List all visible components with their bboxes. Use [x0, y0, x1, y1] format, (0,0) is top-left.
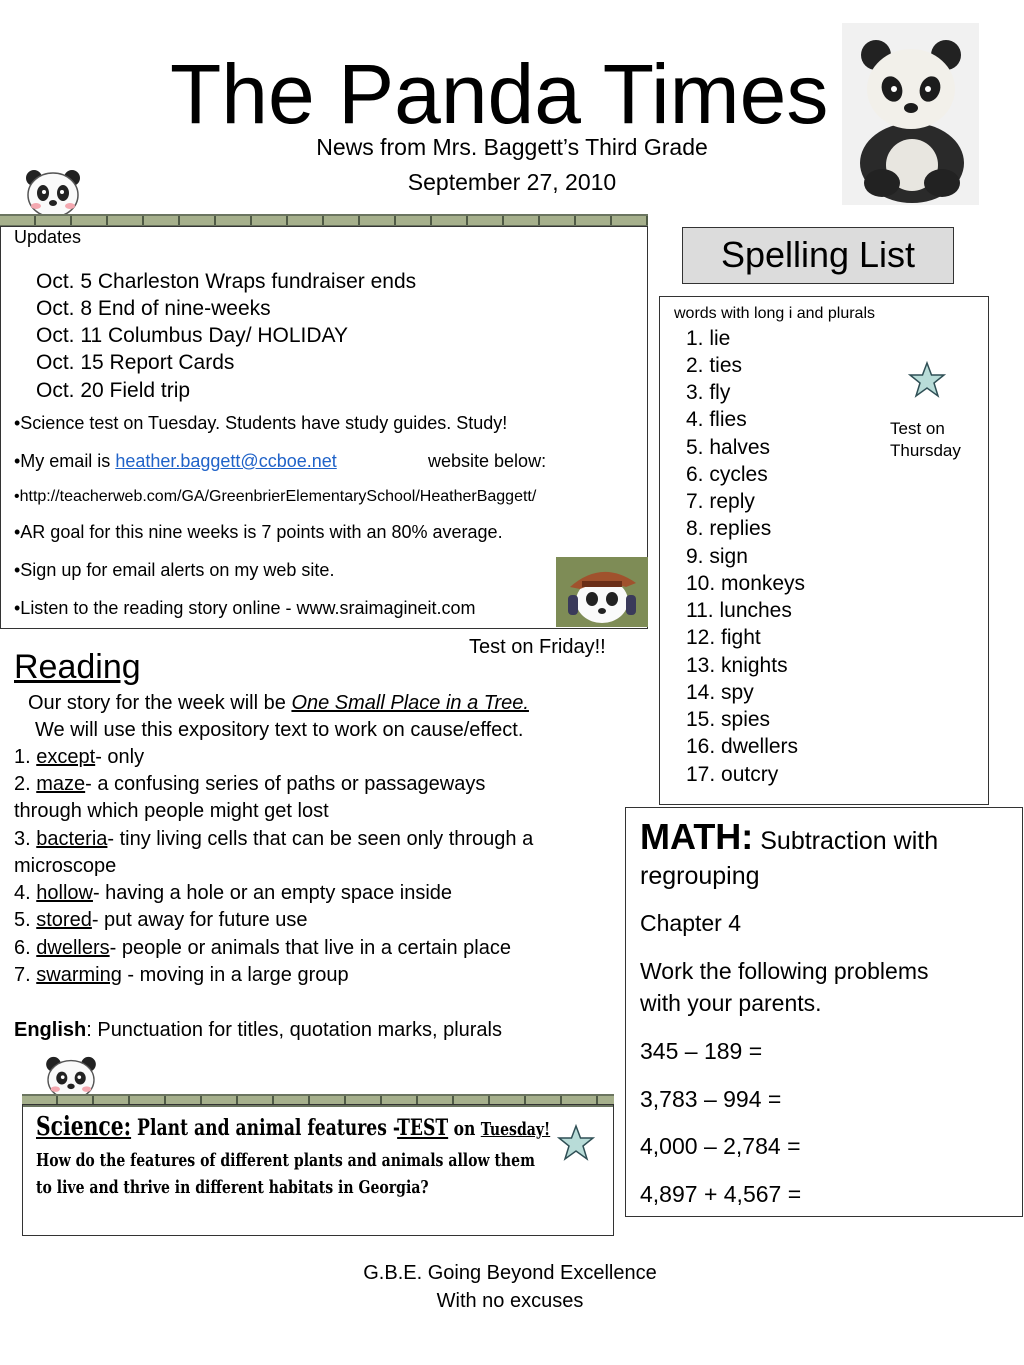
vocab-item	[14, 828, 533, 851]
spelling-subtitle: words with long i and plurals	[674, 305, 875, 322]
math-label: MATH:	[640, 816, 754, 857]
vocab-definition: - put away for future use	[91, 909, 308, 931]
vocab-word: maze	[36, 773, 86, 795]
spelling-word: 17. outcry	[686, 763, 779, 786]
spelling-word: 12. fight	[686, 626, 761, 649]
story-prefix: Our story for the week will be	[28, 692, 292, 714]
star-icon	[908, 361, 946, 399]
science-topic-line	[36, 1112, 550, 1142]
spelling-word: 15. spies	[686, 708, 771, 731]
vocab-word: stored	[36, 909, 92, 931]
vocab-number: 7.	[14, 964, 37, 986]
event-item: Oct. 5 Charleston Wraps fundraiser ends	[36, 270, 417, 293]
math-topic-continued: regrouping	[640, 862, 760, 890]
science-topic: Plant and animal features -	[131, 1115, 398, 1141]
spelling-word: 5. halves	[686, 436, 771, 459]
spelling-word: 6. cycles	[686, 463, 768, 486]
email-prefix: •My email is	[14, 451, 116, 471]
vocab-number: 4.	[14, 882, 37, 904]
science-question-continued: to live and thrive in different habitats in Georgia?	[36, 1177, 429, 1198]
english-line	[14, 1019, 502, 1042]
vocab-word: except	[36, 746, 96, 768]
science-test-note: •Science test on Tuesday. Students have study guides. Study!	[14, 413, 508, 433]
math-problem: 345 – 189 =	[640, 1038, 763, 1064]
spelling-word: 7. reply	[686, 490, 755, 513]
spelling-test-day: Thursday	[890, 441, 961, 460]
event-item: Oct. 11 Columbus Day/ HOLIDAY	[36, 324, 348, 347]
vocab-item	[14, 909, 308, 932]
vocab-item	[14, 746, 144, 769]
spelling-word: 9. sign	[686, 545, 748, 568]
newsletter-date: September 27, 2010	[407, 169, 617, 195]
reading-story-line	[28, 692, 529, 715]
spelling-list-header: Spelling List	[682, 227, 954, 284]
english-text: : Punctuation for titles, quotation marks, plurals	[86, 1019, 502, 1041]
english-label: English	[14, 1019, 87, 1041]
reading-heading: Reading	[14, 648, 141, 686]
panda-headphones-image	[556, 557, 648, 627]
vocab-number: 1.	[14, 746, 37, 768]
newsletter-subtitle: News from Mrs. Baggett’s Third Grade	[316, 134, 708, 160]
vocab-word: hollow	[36, 882, 93, 904]
math-topic: Subtraction with	[753, 827, 939, 855]
math-topic-line	[640, 816, 938, 858]
story-title: One Small Place in a Tree.	[291, 692, 529, 714]
vocab-definition: - a confusing series of paths or passageways	[85, 773, 486, 795]
footer-tagline: With no excuses	[436, 1290, 584, 1312]
math-problem: 4,000 – 2,784 =	[640, 1133, 801, 1159]
spelling-word: 2. ties	[686, 354, 743, 377]
vocab-definition: - people or animals that live in a certain place	[109, 937, 511, 959]
math-instructions-continued: with your parents.	[640, 990, 822, 1016]
star-icon	[557, 1124, 595, 1162]
vocab-item	[14, 937, 511, 960]
math-instructions: Work the following problems	[640, 958, 929, 984]
vocab-number: 5.	[14, 909, 37, 931]
newsletter-title: The Panda Times	[170, 47, 829, 141]
updates-heading: Updates	[14, 227, 82, 247]
vocab-item	[14, 964, 349, 987]
vocab-item	[14, 773, 485, 796]
reading-focus-line: We will use this expository text to work on cause/effect.	[35, 719, 524, 741]
event-item: Oct. 15 Report Cards	[36, 351, 235, 374]
spelling-word: 8. replies	[686, 517, 772, 540]
math-chapter: Chapter 4	[640, 910, 742, 936]
ar-goal: •AR goal for this nine weeks is 7 points with an 80% average.	[14, 522, 503, 542]
spelling-word: 14. spy	[686, 681, 754, 704]
science-label: Science:	[36, 1112, 132, 1142]
vocab-continuation: through which people might get lost	[14, 800, 329, 822]
website-label: website below:	[428, 451, 547, 471]
vocab-definition: - tiny living cells that can be seen only through a	[107, 828, 534, 850]
vocab-word: dwellers	[36, 937, 110, 959]
science-question: How do the features of different plants and animals allow them	[36, 1150, 535, 1171]
vocab-definition: - moving in a large group	[121, 964, 349, 986]
event-item: Oct. 20 Field trip	[36, 379, 191, 402]
vocab-number: 3.	[14, 828, 37, 850]
science-test-day: Tuesday!	[480, 1119, 551, 1140]
science-on: on	[448, 1116, 481, 1140]
science-test-label: TEST	[397, 1115, 449, 1141]
reading-test-note: Test on Friday!!	[469, 636, 606, 658]
spelling-test-note: Test on	[890, 419, 945, 438]
event-item: Oct. 8 End of nine-weeks	[36, 297, 271, 320]
email-line	[14, 451, 337, 472]
spelling-word: 4. flies	[686, 408, 747, 431]
spelling-word: 1. lie	[686, 327, 731, 350]
listen-online-note: •Listen to the reading story online - www.sraimagineit.com	[14, 598, 476, 618]
spelling-word: 3. fly	[686, 381, 731, 404]
spelling-word: 11. lunches	[686, 599, 792, 622]
panda-photo	[842, 23, 979, 205]
spelling-word: 10. monkeys	[686, 572, 806, 595]
website-url[interactable]: •http://teacherweb.com/GA/GreenbrierElementarySchool/HeatherBaggett/	[14, 488, 537, 505]
email-alerts-note: •Sign up for email alerts on my web site.	[14, 560, 335, 580]
spelling-word: 13. knights	[686, 654, 788, 677]
vocab-number: 2.	[14, 773, 37, 795]
math-problem: 4,897 + 4,567 =	[640, 1181, 802, 1207]
email-link[interactable]: heather.baggett@ccboe.net	[115, 451, 337, 471]
vocab-number: 6.	[14, 937, 37, 959]
vocab-word: bacteria	[36, 828, 108, 850]
math-problem: 3,783 – 994 =	[640, 1086, 782, 1112]
vocab-item	[14, 882, 452, 905]
vocab-word: swarming	[36, 964, 122, 986]
vocab-definition: - only	[95, 746, 145, 768]
spelling-word: 16. dwellers	[686, 735, 799, 758]
vocab-continuation: microscope	[14, 855, 117, 877]
vocab-definition: - having a hole or an empty space inside	[92, 882, 453, 904]
footer-motto: G.B.E. Going Beyond Excellence	[363, 1262, 657, 1284]
